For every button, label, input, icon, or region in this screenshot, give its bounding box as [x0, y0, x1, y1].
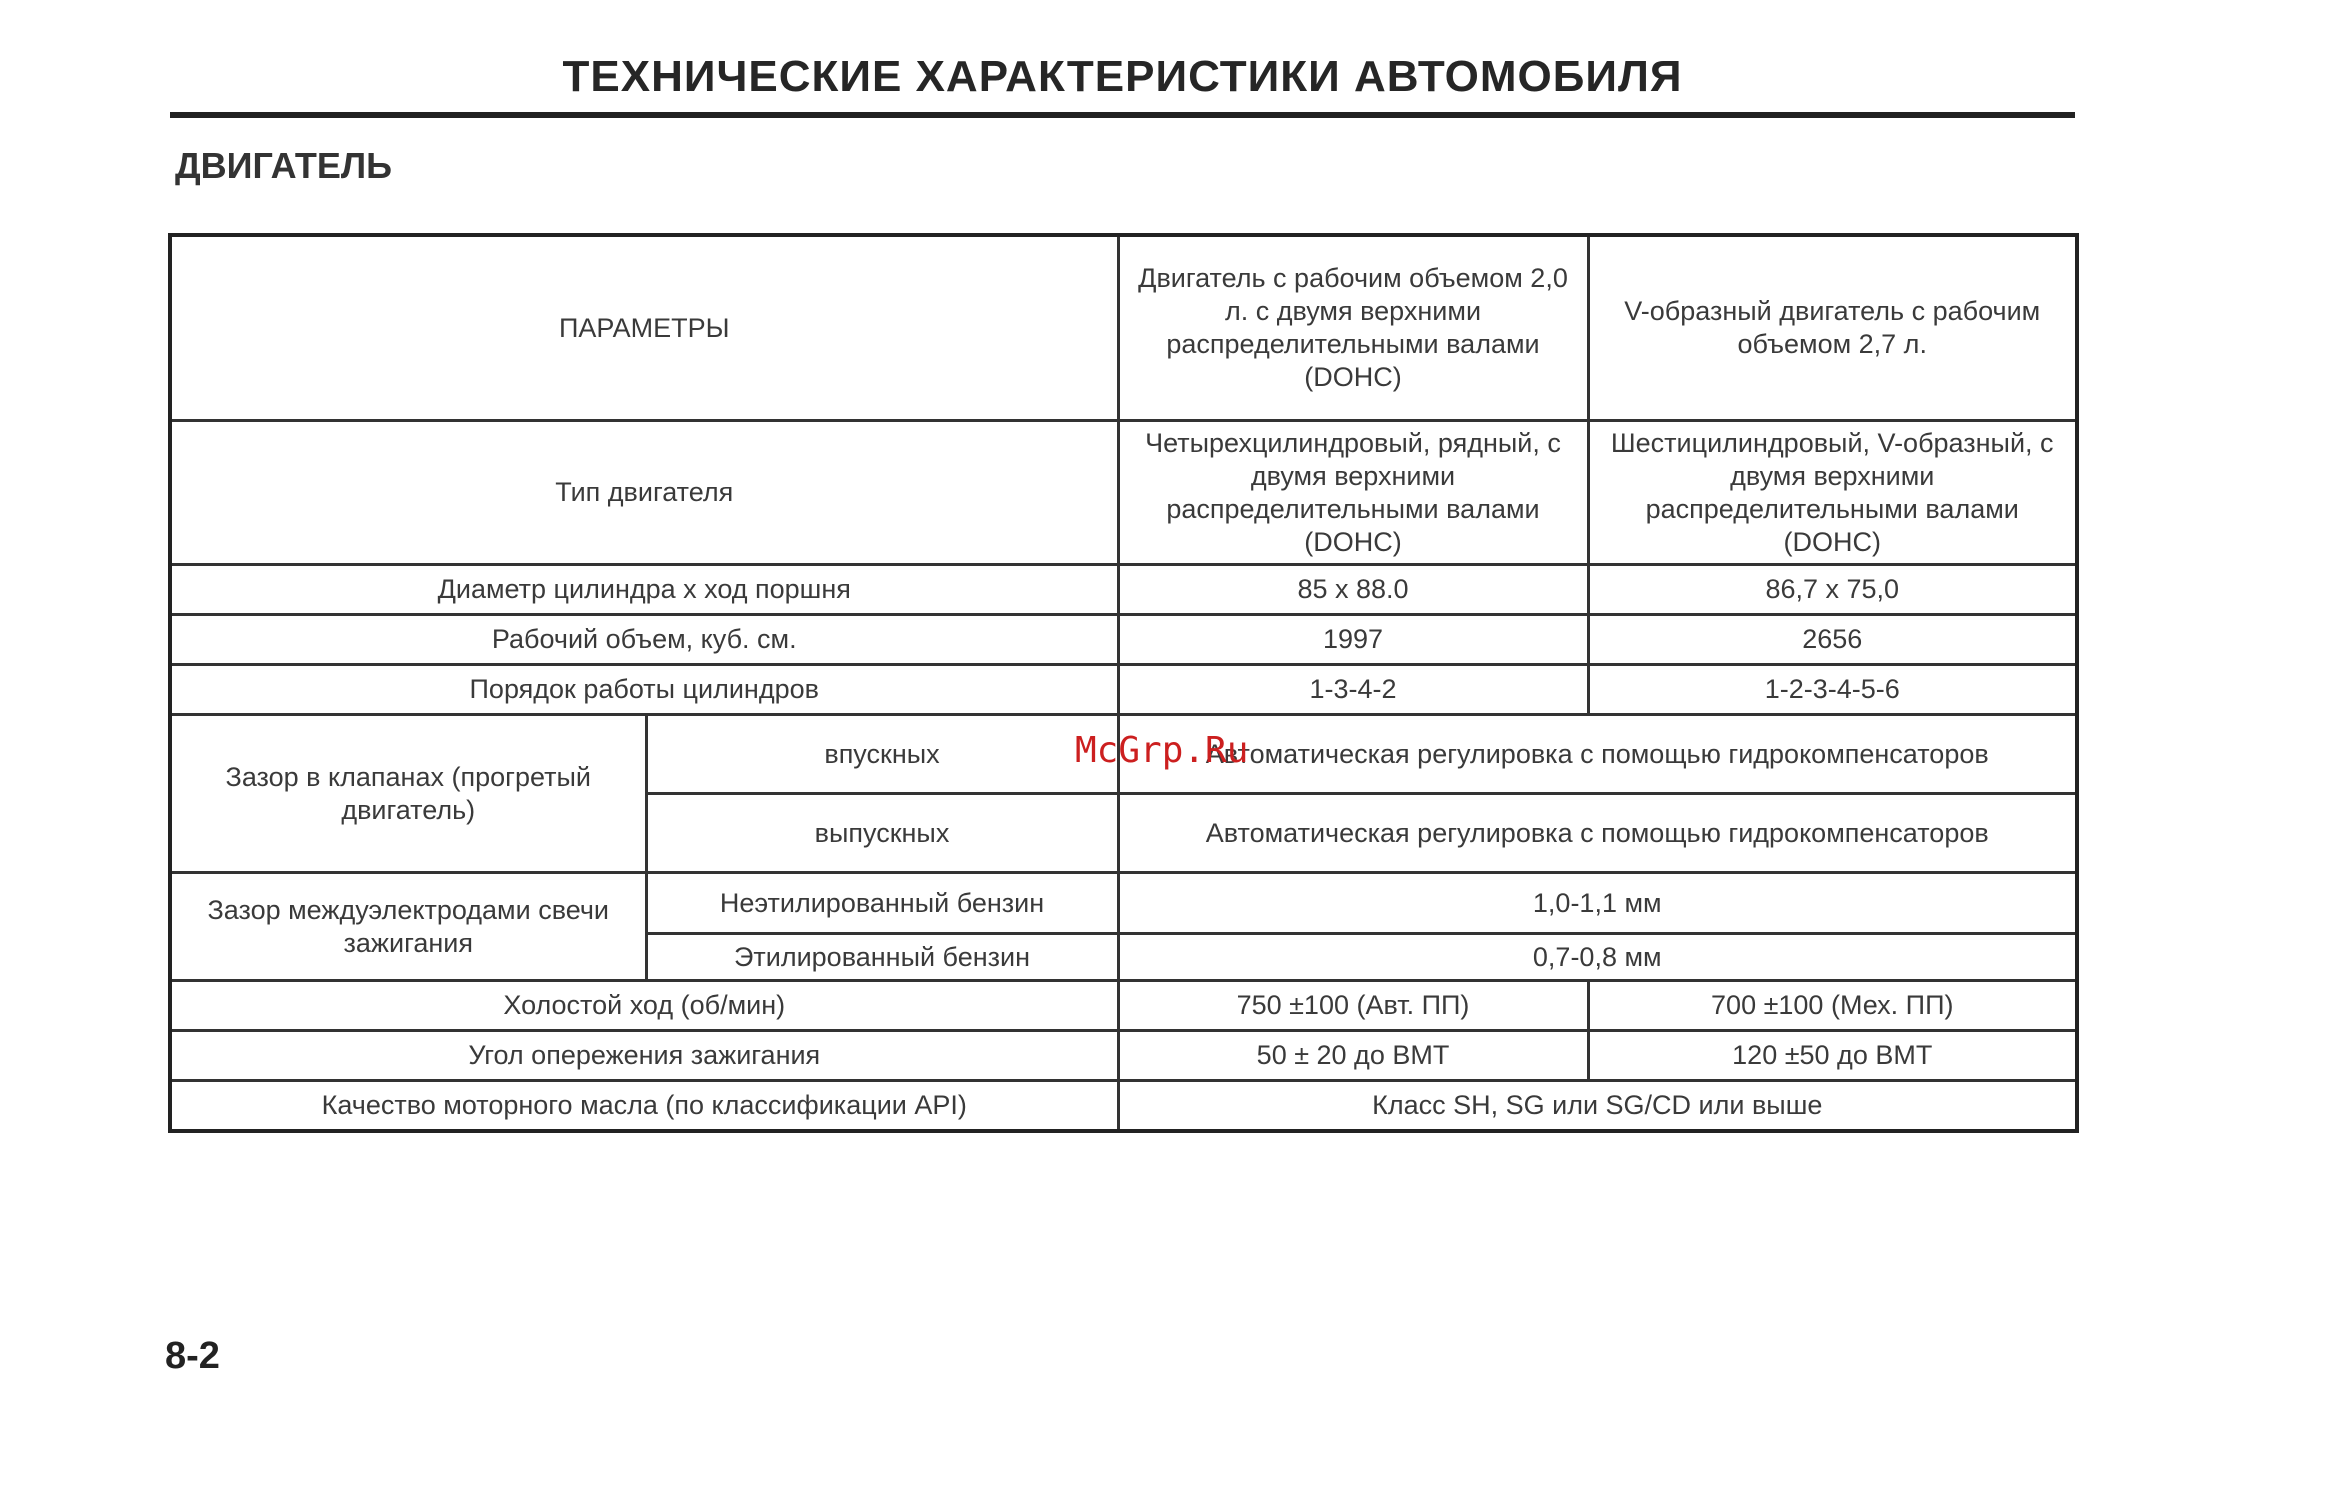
table-row [170, 981, 2077, 1031]
engine-2-0-header: Двигатель с рабочим объемом 2,0 л. с двумя верхними распределительными валами (DOHC) [1118, 235, 1588, 421]
table-row [170, 565, 2077, 615]
unleaded-label: Неэтилированный бензин [646, 873, 1118, 934]
exhaust-label: выпускных [646, 794, 1118, 873]
watermark: McGrp.Ru [1075, 730, 1249, 771]
intake-value: Автоматическая регулировка с помощью гидрокомпенсаторов [1118, 715, 2077, 794]
bore-stroke-2-0: 85 х 88.0 [1118, 565, 1588, 615]
idle-label: Холостой ход (об/мин) [170, 981, 1118, 1031]
valve-clearance-label: Зазор в клапанах (прогретый двигатель) [170, 715, 646, 873]
table-row [170, 665, 2077, 715]
engine-spec-table [168, 233, 2079, 1133]
firing-order-2-7: 1-2-3-4-5-6 [1588, 665, 2077, 715]
engine-type-label: Тип двигателя [170, 421, 1118, 565]
unleaded-value: 1,0-1,1 мм [1118, 873, 2077, 934]
leaded-value: 0,7-0,8 мм [1118, 934, 2077, 981]
idle-2-7: 700 ±100 (Мех. ПП) [1588, 981, 2077, 1031]
table-row [170, 1081, 2077, 1132]
spark-gap-label: Зазор междуэлектродами свечи зажигания [170, 873, 646, 981]
bore-stroke-label: Диаметр цилиндра х ход поршня [170, 565, 1118, 615]
page-number: 8-2 [165, 1335, 220, 1377]
intake-label: впускных [646, 715, 1118, 794]
firing-order-label: Порядок работы цилиндров [170, 665, 1118, 715]
bore-stroke-2-7: 86,7 х 75,0 [1588, 565, 2077, 615]
firing-order-2-0: 1-3-4-2 [1118, 665, 1588, 715]
ignition-timing-2-0: 50 ± 20 до ВМТ [1118, 1031, 1588, 1081]
table-row [170, 1031, 2077, 1081]
engine-2-7-header: V-образный двигатель с рабочим объемом 2,7 л. [1588, 235, 2077, 421]
exhaust-value: Автоматическая регулировка с помощью гидрокомпенсаторов [1118, 794, 2077, 873]
idle-2-0: 750 ±100 (Авт. ПП) [1118, 981, 1588, 1031]
title-divider [170, 112, 2075, 118]
oil-value: Класс SH, SG или SG/CD или выше [1118, 1081, 2077, 1132]
params-header: ПАРАМЕТРЫ [170, 235, 1118, 421]
displacement-2-0: 1997 [1118, 615, 1588, 665]
table-row [170, 421, 2077, 565]
table-row [170, 615, 2077, 665]
section-title: ДВИГАТЕЛЬ [175, 145, 393, 186]
displacement-label: Рабочий объем, куб. см. [170, 615, 1118, 665]
ignition-timing-2-7: 120 ±50 до ВМТ [1588, 1031, 2077, 1081]
table-row [170, 873, 2077, 934]
table-header-row [170, 235, 2077, 421]
ignition-timing-label: Угол опережения зажигания [170, 1031, 1118, 1081]
oil-label: Качество моторного масла (по классификации API) [170, 1081, 1118, 1132]
page-title: ТЕХНИЧЕСКИЕ ХАРАКТЕРИСТИКИ АВТОМОБИЛЯ [562, 52, 1683, 101]
displacement-2-7: 2656 [1588, 615, 2077, 665]
leaded-label: Этилированный бензин [646, 934, 1118, 981]
engine-type-2-0: Четырехцилиндровый, рядный, с двумя верхними распределительными валами (DOHC) [1118, 421, 1588, 565]
engine-type-2-7: Шестицилиндровый, V-образный, с двумя верхними распределительными валами (DOHC) [1588, 421, 2077, 565]
